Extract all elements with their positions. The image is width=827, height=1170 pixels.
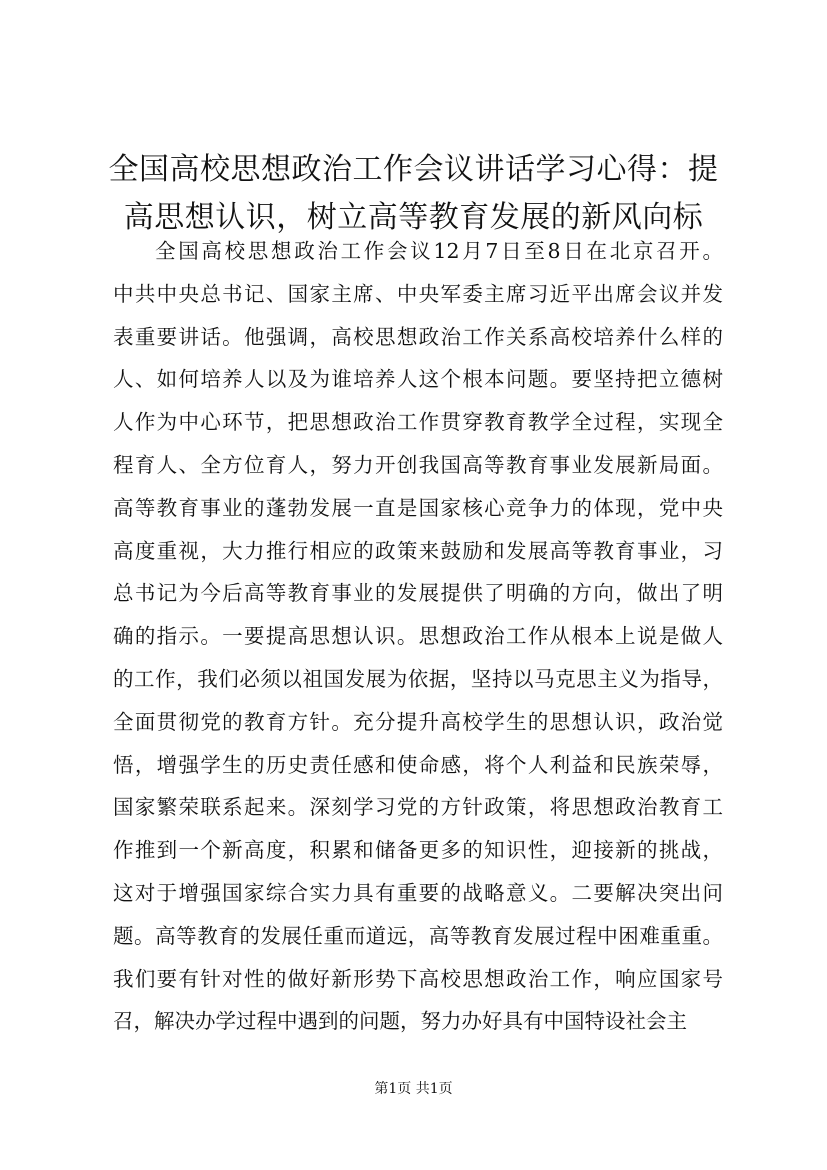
body-line: 程育人、全方位育人，努力开创我国高等教育事业发展新局面。 (113, 452, 723, 477)
body-line: 确的指示。一要提高思想认识。思想政治工作从根本上说是做人 (113, 624, 723, 649)
body-line: 召，解决办学过程中遇到的问题，努力办好具有中国特设社会主 (113, 1009, 687, 1034)
body-line: 作推到一个新高度，积累和储备更多的知识性，迎接新的挑战， (113, 838, 723, 863)
body-line: 悟，增强学生的历史责任感和使命感，将个人利益和民族荣辱， (113, 752, 723, 777)
document-title (100, 146, 727, 242)
document-body (113, 230, 723, 1043)
body-line: 人作为中心环节，把思想政治工作贯穿教育教学全过程，实现全 (113, 410, 723, 435)
page-footer: 第1页 共1页 (374, 1081, 453, 1097)
title-line: 全国高校思想政治工作会议讲话学习心得：提 (108, 152, 719, 187)
body-line: 高度重视，大力推行相应的政策来鼓励和发展高等教育事业，习 (113, 538, 723, 563)
body-line: 全国高校思想政治工作会议12月7日至8日在北京召开。 (155, 239, 723, 263)
body-line: 高等教育事业的蓬勃发展一直是国家核心竞争力的体现，党中央 (113, 495, 723, 520)
body-line: 中共中央总书记、国家主席、中央军委主席习近平出席会议并发 (113, 281, 723, 306)
body-line: 国家繁荣联系起来。深刻学习党的方针政策，将思想政治教育工 (113, 795, 723, 820)
body-line: 表重要讲话。他强调，高校思想政治工作关系高校培养什么样的 (113, 324, 723, 349)
body-line: 这对于增强国家综合实力具有重要的战略意义。二要解决突出问 (113, 880, 723, 905)
body-line: 我们要有针对性的做好新形势下高校思想政治工作，响应国家号 (113, 966, 723, 991)
body-line: 题。高等教育的发展任重而道远，高等教育发展过程中困难重重。 (113, 923, 723, 948)
body-line: 人、如何培养人以及为谁培养人这个根本问题。要坚持把立德树 (113, 367, 723, 392)
body-line: 的工作，我们必须以祖国发展为依据，坚持以马克思主义为指导， (113, 666, 723, 691)
title-line: 高思想认识，树立高等教育发展的新风向标 (123, 200, 704, 235)
body-line: 全面贯彻党的教育方针。充分提升高校学生的思想认识，政治觉 (113, 709, 723, 734)
body-line: 总书记为今后高等教育事业的发展提供了明确的方向，做出了明 (113, 581, 723, 606)
